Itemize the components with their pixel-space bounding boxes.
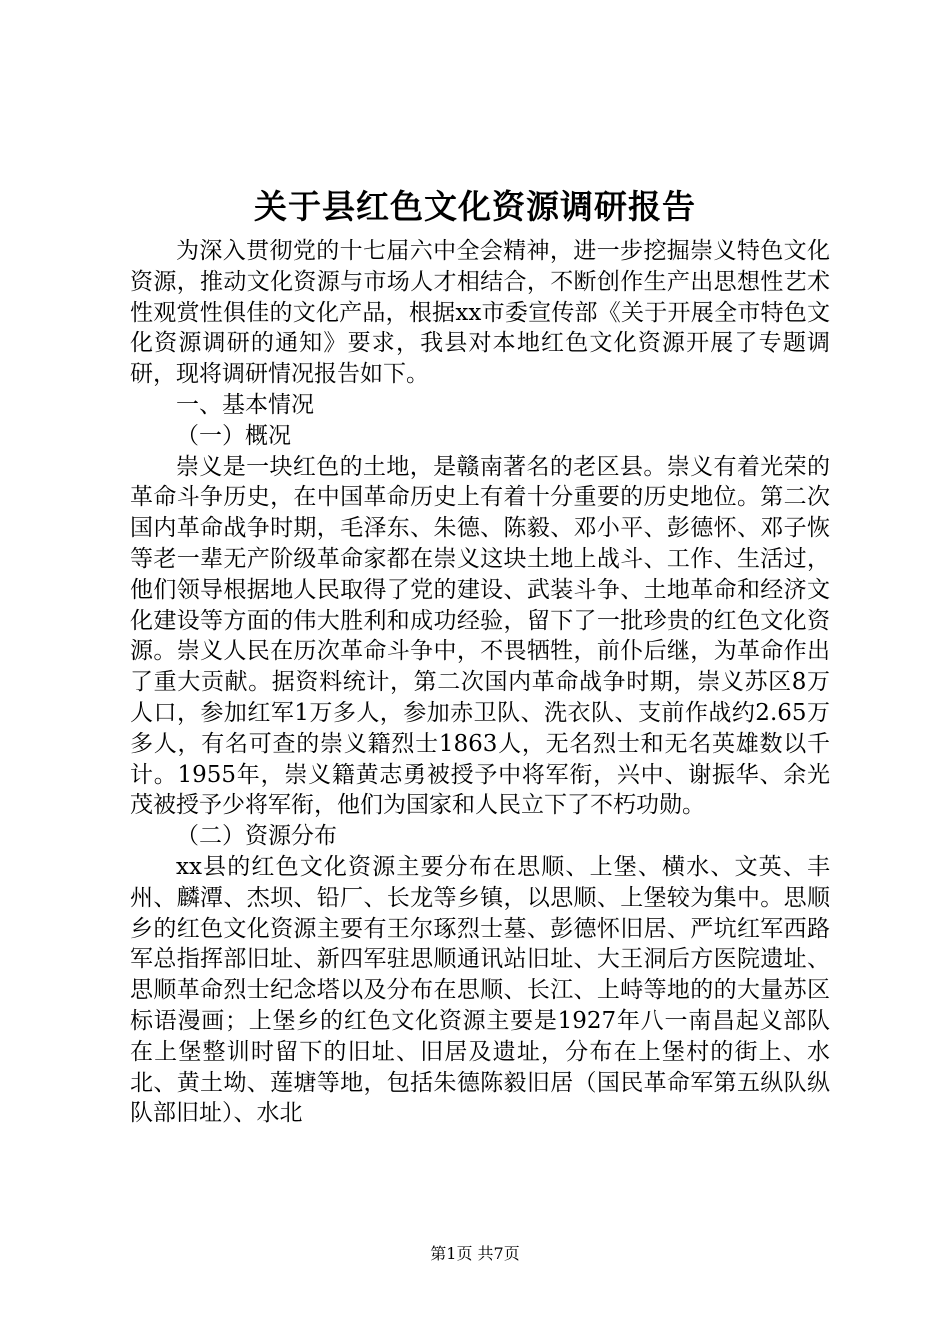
document-title: 关于县红色文化资源调研报告 [254,187,696,226]
intro-paragraph: 为深入贯彻党的十七届六中全会精神，进一步挖掘崇义特色文化资源，推动文化资源与市场人才相结合，不断创作生产出思想性艺术性观赏性俱佳的文化产品，根据xx市委宣传部《关于开展全市特色文化资源调研的通知》要求，我县对本地红色文化资源开展了专题调研，现将调研情况报告如下。 [130,238,830,388]
page-footer: 第1页 共7页 [430,1244,520,1263]
section-heading-basic-situation: 一、基本情况 [176,391,314,418]
subsection-heading-overview: （一）概况 [176,422,291,449]
overview-paragraph: 崇义是一块红色的土地，是赣南著名的老区县。崇义有着光荣的革命斗争历史，在中国革命历史上有着十分重要的历史地位。第二次国内革命战争时期，毛泽东、朱德、陈毅、邓小平、彭德怀、邓子恢等老一辈无产阶级革命家都在崇义这块土地上战斗、工作、生活过，他们领导根据地人民取得了党的建设、武装斗争、土地革命和经济文化建设等方面的伟大胜利和成功经验，留下了一批珍贵的红色文化资源。崇义人民在历次革命斗争中，不畏牺牲，前仆后继，为革命作出了重大贡献。据资料统计，第二次国内革命战争时期，崇义苏区8万人口，参加红军1万多人，参加赤卫队、洗衣队、支前作战约2.65万多人，有名可查的崇义籍烈士1863人，无名烈士和无名英雄数以千计。1955年，崇义籍黄志勇被授予中将军衔，兴中、谢振华、余光茂被授予少将军衔，他们为国家和人民立下了不朽功勋。 [130,453,830,819]
subsection-heading-resource-distribution: （二）资源分布 [176,823,337,850]
resource-distribution-paragraph: xx县的红色文化资源主要分布在思顺、上堡、横水、文英、丰州、麟潭、杰坝、铅厂、长龙等乡镇，以思顺、上堡较为集中。思顺乡的红色文化资源主要有王尔琢烈士墓、彭德怀旧居、严坑红军西路军总指挥部旧址、新四军驻思顺通讯站旧址、大王洞后方医院遗址、思顺革命烈士纪念塔以及分布在思顺、长江、上峙等地的的大量苏区标语漫画；上堡乡的红色文化资源主要是1927年八一南昌起义部队在上堡整训时留下的旧址、旧居及遗址，分布在上堡村的街上、水北、黄土坳、莲塘等地，包括朱德陈毅旧居（国民革命军第五纵队纵队部旧址）、水北 [130,853,830,1127]
document-body [130,236,830,1129]
